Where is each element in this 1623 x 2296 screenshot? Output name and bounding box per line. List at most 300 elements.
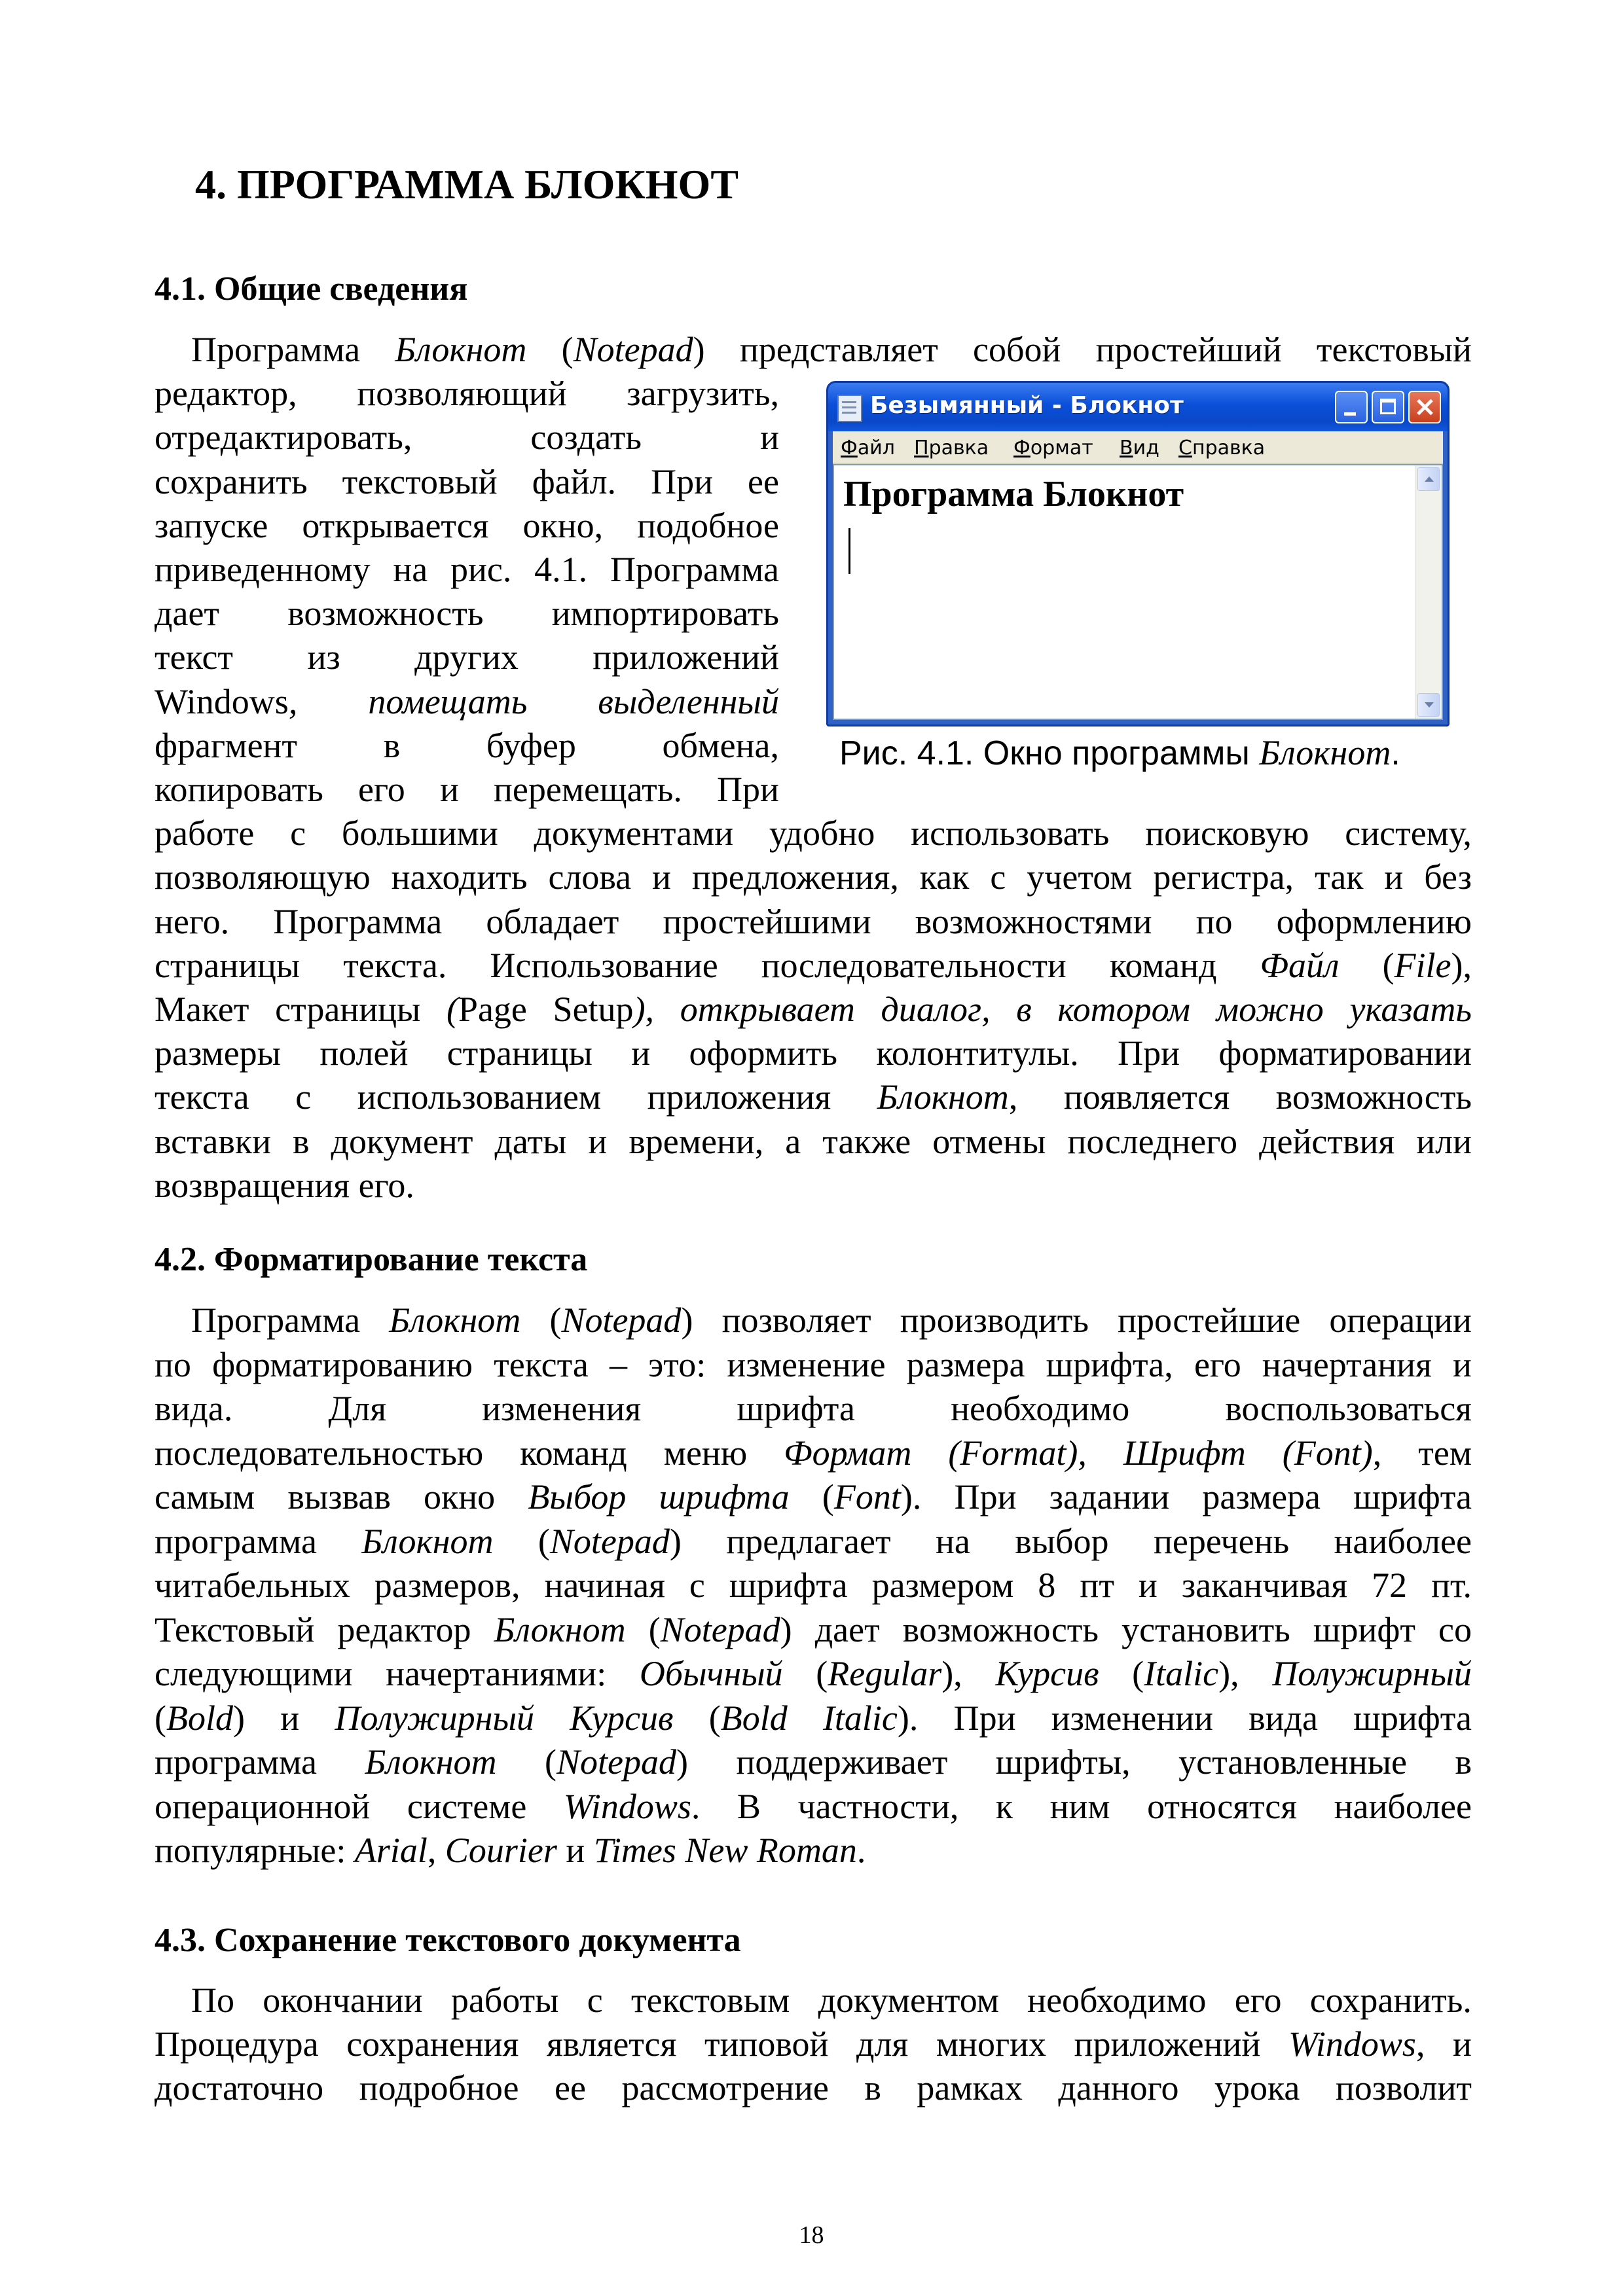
word-part: , (1372, 1433, 1382, 1473)
word (936, 1519, 970, 1564)
word-part: необходимо (951, 1389, 1130, 1428)
word-part: шрифта (1353, 1698, 1472, 1738)
caption-italic: Блокнот (1259, 733, 1391, 772)
text-line (155, 1740, 1472, 1784)
word-part: 72 (1372, 1566, 1408, 1605)
word (647, 1075, 831, 1119)
word-part: перемещать. (494, 770, 682, 809)
text-line (155, 591, 779, 636)
word (948, 1431, 1086, 1475)
word (954, 1696, 1016, 1740)
word: . (856, 1831, 866, 1870)
word-part: текста (494, 1344, 589, 1384)
word (155, 723, 297, 768)
word-part: Процедура (155, 2024, 319, 2064)
word-part: ним (1049, 1786, 1110, 1826)
word (155, 987, 249, 1031)
italic-term: в (1016, 990, 1032, 1029)
word-part: перечень (1153, 1521, 1290, 1561)
word-part: текста (155, 1077, 249, 1117)
word-part: шрифта (1353, 1477, 1472, 1516)
word-part: а (785, 1121, 801, 1161)
word (1329, 1298, 1472, 1342)
caption-prefix: Рис. 4.1. Окно программы (839, 734, 1260, 772)
word (357, 1075, 601, 1119)
word (538, 1519, 682, 1564)
text-line (155, 943, 1472, 988)
word (659, 1475, 790, 1519)
word-part: . (691, 1786, 701, 1826)
italic-term: Курсив (570, 1698, 674, 1738)
word (1334, 1784, 1472, 1829)
word-part: как (919, 857, 970, 897)
word-part: обмена, (662, 725, 779, 765)
word (877, 1075, 1018, 1119)
word-part: рис. (450, 550, 512, 589)
word-part: приложений (593, 637, 779, 677)
word (1453, 2022, 1472, 2066)
word-part: учетом (1027, 857, 1133, 897)
word (996, 1740, 1131, 1784)
text-line (155, 1386, 1472, 1431)
word-part: Программа (273, 901, 443, 941)
word-part: в (383, 725, 401, 765)
word-part: размером (871, 1566, 1014, 1605)
word-part: Page (458, 990, 527, 1029)
word (359, 2066, 519, 2110)
text-line (155, 1431, 1472, 1475)
word-part: сохранить (155, 461, 308, 501)
word-part: ( (648, 1609, 661, 1649)
word-part: позволяет (721, 1300, 871, 1340)
word-part: и (760, 418, 779, 457)
text-line (155, 1607, 1472, 1652)
word-part: страницы (447, 1033, 593, 1073)
word-part: Windows (155, 681, 289, 721)
word (1123, 1431, 1246, 1475)
word (553, 987, 655, 1031)
word (263, 1978, 422, 2022)
word-part: начертаниями: (386, 1654, 607, 1693)
word (290, 811, 306, 855)
word (610, 547, 779, 592)
word (663, 899, 871, 944)
word (588, 1119, 607, 1164)
word (1235, 1978, 1282, 2022)
word (302, 503, 488, 548)
word (155, 503, 268, 548)
word-part: колонтитулы. (876, 1033, 1079, 1073)
word-part: частности, (797, 1786, 959, 1826)
word (392, 855, 528, 899)
notepad-app-icon (837, 395, 862, 422)
word (520, 1431, 627, 1475)
word-part: позволяющий (357, 374, 567, 414)
scroll-up-icon (1417, 467, 1440, 491)
word (737, 1784, 761, 1829)
word (760, 415, 779, 459)
word (155, 371, 297, 416)
word-part: его (358, 770, 405, 809)
word-part: действия (1259, 1121, 1395, 1161)
word (664, 1431, 747, 1475)
word (680, 987, 855, 1031)
word (1178, 1740, 1407, 1784)
word (704, 2022, 828, 2066)
word-part: вида (1249, 1698, 1319, 1738)
word (709, 1696, 788, 1740)
word-part: в (293, 1121, 310, 1161)
word-part: буфер (486, 725, 576, 765)
word (1027, 855, 1132, 899)
word-part: ) (676, 1742, 689, 1782)
word (534, 811, 734, 855)
word-part: программа (155, 1742, 317, 1782)
word-part: При (1118, 1033, 1180, 1073)
word (587, 1978, 603, 2022)
word (1046, 1342, 1173, 1387)
word-part: ) (681, 1300, 693, 1340)
text-line (191, 1978, 1472, 2022)
word-part: окно (424, 1477, 496, 1516)
word (815, 1607, 880, 1652)
window-titlebar (828, 383, 1448, 431)
italic-term: Notepad (549, 1521, 670, 1561)
word-part: текстовый (1316, 330, 1472, 369)
vertical-scrollbar (1415, 465, 1442, 719)
word (740, 327, 938, 372)
word (450, 547, 511, 592)
word (342, 459, 498, 504)
word (900, 1298, 1089, 1342)
word-part: него. (155, 901, 230, 941)
italic-term: Roman (756, 1831, 857, 1870)
caption-suffix: . (1391, 734, 1400, 772)
word (1118, 1031, 1180, 1075)
word-part: ) (669, 1521, 682, 1561)
word-part: дает (155, 594, 220, 634)
word (414, 635, 519, 679)
word (555, 2066, 586, 2110)
word (562, 327, 705, 372)
word (903, 1607, 1099, 1652)
word-part: находить (391, 857, 528, 897)
word (748, 459, 779, 504)
word-part: изменения (482, 1389, 642, 1428)
word-part: использованием (357, 1077, 602, 1117)
word (335, 1696, 534, 1740)
word (990, 855, 1006, 899)
word-part: копировать (155, 770, 323, 809)
italic-term: Bold (720, 1698, 788, 1738)
italic-term: Font (833, 1477, 901, 1516)
word (629, 1119, 763, 1164)
word-part: слова (548, 857, 632, 897)
word (1074, 2022, 1261, 2066)
word-part: Программа (191, 330, 361, 369)
word-part: страницы (275, 990, 421, 1029)
word (549, 1298, 693, 1342)
word (816, 1651, 962, 1696)
text-edit-area (833, 464, 1443, 720)
word (547, 2022, 676, 2066)
word (386, 1651, 606, 1696)
word-part: возможность (1275, 1077, 1472, 1117)
word (155, 415, 412, 459)
word: и (566, 1831, 585, 1870)
word-part: и (652, 857, 671, 897)
word-part: с (290, 814, 306, 853)
word (1453, 1342, 1472, 1387)
word-part: запуске (155, 505, 268, 545)
word-part: позволит (1335, 2068, 1472, 2108)
word-part: простейшие (1118, 1300, 1301, 1340)
word-part: появляется (1063, 1077, 1230, 1117)
word (881, 987, 991, 1031)
word-part: удобно (769, 814, 875, 853)
text-line (155, 811, 1472, 855)
word (1216, 987, 1324, 1031)
word-part: При (651, 461, 713, 501)
word (911, 811, 1109, 855)
word (1080, 1563, 1114, 1607)
word-part: шрифта (729, 1566, 848, 1605)
word (384, 723, 401, 768)
word-part: Текстовый (155, 1609, 315, 1649)
word (1057, 987, 1190, 1031)
word (155, 1651, 353, 1696)
italic-term: Блокнот (365, 1742, 497, 1782)
word (544, 1563, 665, 1607)
text-line (155, 1696, 1472, 1740)
italic-term: Блокнот (395, 330, 527, 369)
word-part: размера (906, 1344, 1025, 1384)
word (1272, 1651, 1472, 1696)
italic-term: File (1394, 945, 1451, 985)
word (212, 1342, 473, 1387)
word (1058, 2066, 1178, 2110)
word-part: поисковую (1145, 814, 1309, 853)
word-part: фрагмент (155, 725, 298, 765)
word-part: начиная (544, 1566, 665, 1605)
word-part: ( (1132, 1654, 1144, 1693)
word-part: и (1453, 2024, 1472, 2064)
word-part: даты (494, 1121, 567, 1161)
word-part: файл. (532, 461, 617, 501)
word-part: воспользоваться (1225, 1389, 1472, 1428)
word-part: использовать (911, 814, 1110, 853)
menu-edit: Правка (914, 437, 989, 459)
word-part: размеры (155, 1033, 281, 1073)
word (1416, 1119, 1472, 1164)
page-number: 18 (799, 2221, 824, 2249)
word (447, 987, 527, 1031)
word-part: Для (328, 1389, 387, 1428)
word-part: данного (1058, 2068, 1179, 2108)
italic-term: Notepad (556, 1742, 677, 1782)
word (155, 459, 308, 504)
word (823, 1696, 918, 1740)
word: популярные: (155, 1831, 346, 1870)
word-part: 4.1. (534, 550, 588, 589)
word-part: сохранить. (1309, 1981, 1472, 2020)
text-line (155, 1828, 1472, 1873)
word-part: текста. (343, 945, 447, 985)
word (722, 1298, 871, 1342)
word (637, 503, 779, 548)
word (663, 723, 779, 768)
word (1145, 811, 1309, 855)
word: , (427, 1831, 437, 1870)
word (1096, 327, 1282, 372)
word-part: отредактировать, (155, 418, 412, 457)
word-part: предлагает (726, 1521, 891, 1561)
word (689, 1563, 705, 1607)
word (876, 1031, 1078, 1075)
italic-term: Курсив (995, 1654, 1099, 1693)
word-part: последнего (1067, 1121, 1238, 1161)
word-part: ) (232, 1698, 245, 1738)
word (368, 679, 527, 724)
word (973, 327, 1061, 372)
text-line (155, 635, 779, 679)
word-part: оформлению (1276, 901, 1472, 941)
word (726, 1519, 890, 1564)
word (564, 1784, 701, 1829)
word (1431, 1563, 1472, 1607)
word-part: и (631, 1033, 651, 1073)
word-part: изменении (1051, 1698, 1213, 1738)
italic-term: Windows (1288, 2024, 1416, 2064)
minimize-icon (1335, 391, 1368, 423)
word (191, 327, 360, 372)
word-part: простейшими (663, 901, 871, 941)
word-part: и (439, 770, 459, 809)
word (331, 1119, 473, 1164)
word-part: документ (331, 1121, 473, 1161)
word-part: приложения (647, 1077, 831, 1117)
word-part: или (1416, 1121, 1472, 1161)
word-part: страницы (155, 945, 301, 985)
word-part: системе (407, 1786, 527, 1826)
word-part: и (1453, 1344, 1472, 1384)
word-part: с (295, 1077, 312, 1117)
word (1283, 1431, 1381, 1475)
word (689, 1031, 837, 1075)
word-part: изменение (727, 1344, 886, 1384)
word-part: По (191, 1981, 234, 2020)
text-line (155, 1075, 1472, 1119)
word-part: подобное (637, 505, 779, 545)
text-line (155, 855, 1472, 899)
word (328, 1386, 386, 1431)
word-part: относятся (1147, 1786, 1298, 1826)
word (797, 1784, 958, 1829)
word-part: регистра, (1153, 857, 1294, 897)
word (631, 1978, 790, 2022)
word-part: его (1234, 1981, 1282, 2020)
word (640, 1651, 783, 1696)
word-part: При (953, 1698, 1016, 1738)
italic-term: Italic (822, 1698, 898, 1738)
word (424, 1475, 495, 1519)
word (1202, 1475, 1321, 1519)
word-part: на (935, 1521, 970, 1561)
word (407, 1784, 527, 1829)
word (1182, 1563, 1347, 1607)
notepad-window-figure (826, 381, 1450, 726)
word-part: и (1384, 857, 1404, 897)
word (1349, 987, 1472, 1031)
word (155, 943, 300, 988)
word-part: поддерживает (736, 1742, 948, 1782)
word-part: предложения, (691, 857, 899, 897)
word (1016, 987, 1031, 1031)
text-line (155, 767, 779, 812)
word (996, 1784, 1013, 1829)
word (598, 679, 779, 724)
word-part: является (546, 2024, 677, 2064)
word (1139, 1563, 1158, 1607)
word (389, 1298, 520, 1342)
italic-term: Блокнот (389, 1300, 521, 1340)
word-part: с (689, 1566, 705, 1605)
word-part: импортировать (551, 594, 779, 634)
word (295, 1075, 311, 1119)
word (769, 811, 875, 855)
word (155, 1431, 483, 1475)
italic-term: Windows (563, 1786, 691, 1826)
word-part: операции (1329, 1300, 1472, 1340)
word-part: без (1424, 857, 1472, 897)
word-part: операционной (155, 1786, 371, 1826)
word (1353, 1475, 1472, 1519)
text-line (155, 459, 779, 504)
word (955, 1475, 1017, 1519)
word (534, 547, 587, 592)
italic-term: помещать (368, 681, 528, 721)
word (440, 767, 459, 812)
word-part: ( (549, 1300, 562, 1340)
word (155, 1784, 370, 1829)
word (191, 1978, 234, 2022)
word-part: в (1455, 1742, 1472, 1782)
text-line (155, 1651, 1472, 1696)
word-part: и (588, 1121, 608, 1161)
word (494, 767, 682, 812)
word (155, 1386, 232, 1431)
word (482, 1386, 641, 1431)
word-part: ) (780, 1609, 792, 1649)
word-part: открывается (302, 505, 489, 545)
word (155, 635, 233, 679)
word (932, 1119, 1046, 1164)
italic-term: Файл (1260, 945, 1340, 985)
word-part: подробное (359, 2068, 519, 2108)
word (1038, 1563, 1055, 1607)
word-part: большими (341, 814, 498, 853)
word (1262, 1342, 1432, 1387)
word-part: отмены (932, 1121, 1046, 1161)
word-part: ее (748, 461, 779, 501)
text-line (155, 2066, 1472, 2110)
word (486, 723, 576, 768)
word (649, 1607, 792, 1652)
word (1196, 899, 1233, 944)
italic-term: Полужирный (335, 1698, 535, 1738)
menu-format: Формат (1013, 437, 1093, 459)
word (737, 1386, 855, 1431)
